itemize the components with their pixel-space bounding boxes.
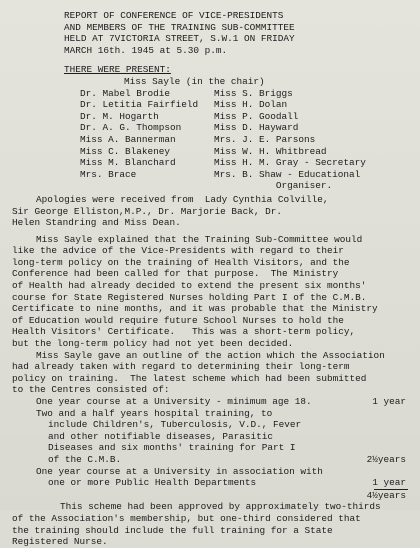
attendee: Miss H. Dolan	[214, 99, 288, 111]
text-line: Health Visitors' Certificate. This was a short-term policy,	[12, 326, 356, 338]
chair-line: Miss Sayle (in the chair)	[124, 75, 265, 87]
scheme-item-label: one or more Public Health Departments	[48, 477, 257, 489]
report-heading	[12, 10, 412, 56]
heading-line: HELD AT 7VICTORIA STREET, S.W.1 ON FRIDAY	[64, 33, 295, 45]
text-line: Registered Nurse.	[12, 536, 108, 548]
scheme-total	[12, 490, 412, 502]
heading-line: AND MEMBERS OF THE TRAINING SUB-COMMITTEE	[64, 21, 295, 33]
text-line: to the Centres consisted of:	[12, 384, 170, 396]
scheme-item-label: One year course at a University in association with	[36, 465, 323, 477]
attendee: Miss W. H. Whitbread	[214, 145, 327, 157]
text-line: course for State Registered Nurses holding Part I of the C.M.B.	[12, 291, 367, 303]
heading-line: MARCH 16th. 1945 at 5.30 p.m.	[64, 44, 228, 56]
scheme-item-duration: 1 year	[372, 396, 406, 407]
attendee: Miss A. Bannerman	[80, 133, 176, 145]
paragraph-outline	[12, 350, 412, 396]
text-line: Miss Sayle gave an outline of the action which the Association	[36, 349, 385, 361]
attendee: Organiser.	[214, 180, 333, 192]
scheme-item	[12, 477, 412, 489]
text-line: Helen Standring and Miss Dean.	[12, 217, 181, 229]
text-line: Certificate to nine months, and it was probable that the Ministry	[12, 303, 378, 315]
scheme-item-label: Diseases and six months' training for Part I	[48, 442, 296, 454]
attendee: Miss C. Blakeney	[80, 145, 171, 157]
attendee: Mrs. B. Shaw - Educational	[214, 168, 361, 180]
scheme-item-duration: 2½years	[366, 453, 406, 465]
text-line: the training should include the full training for a State	[12, 524, 333, 536]
attendee: Dr. M. Hogarth	[80, 110, 159, 122]
scheme-item	[12, 396, 412, 408]
text-line: had already taken with regard to determining their long-term	[12, 361, 350, 373]
scheme-item-label: Two and a half years hospital training, to	[36, 407, 273, 419]
text-line: of the Association's membership, but one-third considered that	[12, 512, 361, 524]
scheme-item-label: and other notifiable diseases, Parasitic	[48, 430, 274, 442]
scheme-item-label: One year course at a University - minimum age 18.	[36, 396, 312, 407]
present-title: THERE WERE PRESENT:	[64, 64, 171, 76]
attendee: Miss M. Blanchard	[80, 157, 176, 169]
attendee: Miss P. Goodall	[214, 110, 299, 122]
text-line: long-term policy on the training of Health Visitors, and the	[12, 256, 350, 268]
attendees-list	[12, 88, 412, 192]
attendees-right-column	[214, 88, 366, 192]
text-line: of Health had already decided to extend the present six months'	[12, 280, 367, 292]
attendee: Miss D. Hayward	[214, 122, 299, 134]
text-line: This scheme had been approved by approximately two-thirds	[60, 501, 381, 513]
text-line: like the advice of the Vice-Presidents with regard to their	[12, 245, 344, 257]
text-line: of Education would require future School Nurses to hold the	[12, 314, 344, 326]
apologies-paragraph	[12, 194, 412, 229]
text-line: Conference had been called for that purpose. The Ministry	[12, 268, 339, 280]
attendee: Miss H. M. Gray - Secretary	[214, 157, 366, 169]
scheme-total-duration: 4½years	[366, 489, 406, 501]
attendee: Mrs. J. E. Parsons	[214, 133, 316, 145]
text-line: policy on training. The latest scheme which had been submitted	[12, 372, 367, 384]
attendee: Dr. Letitia Fairfield	[80, 99, 199, 111]
attendee: Dr. A. G. Thompson	[80, 122, 182, 134]
text-line: Apologies were received from Lady Cynthia Colville,	[36, 193, 329, 205]
scheme-list	[12, 396, 412, 501]
scheme-item-duration: 1 year	[372, 477, 406, 489]
attendee: Dr. Mabel Brodie	[80, 87, 171, 99]
scheme-item	[12, 454, 412, 466]
text-line: but the long-term policy had not yet been decided.	[12, 338, 294, 350]
attendees-left-column	[80, 88, 214, 192]
text-line: Miss Sayle explained that the Training Sub-Committee would	[36, 233, 363, 245]
paragraph-approval	[12, 501, 412, 547]
heading-line: REPORT OF CONFERENCE OF VICE-PRESIDENTS	[64, 10, 284, 21]
scheme-item-label: include Children's, Tuberculosis, V.D., Fever	[48, 419, 302, 431]
attendee: Miss S. Briggs	[214, 87, 293, 99]
scheme-item-label: of the C.M.B.	[48, 453, 122, 465]
paragraph-training-policy	[12, 234, 412, 350]
attendee: Mrs. Brace	[80, 168, 137, 180]
text-line: Sir George Elliston,M.P., Dr. Marjorie Back, Dr.	[12, 205, 283, 217]
